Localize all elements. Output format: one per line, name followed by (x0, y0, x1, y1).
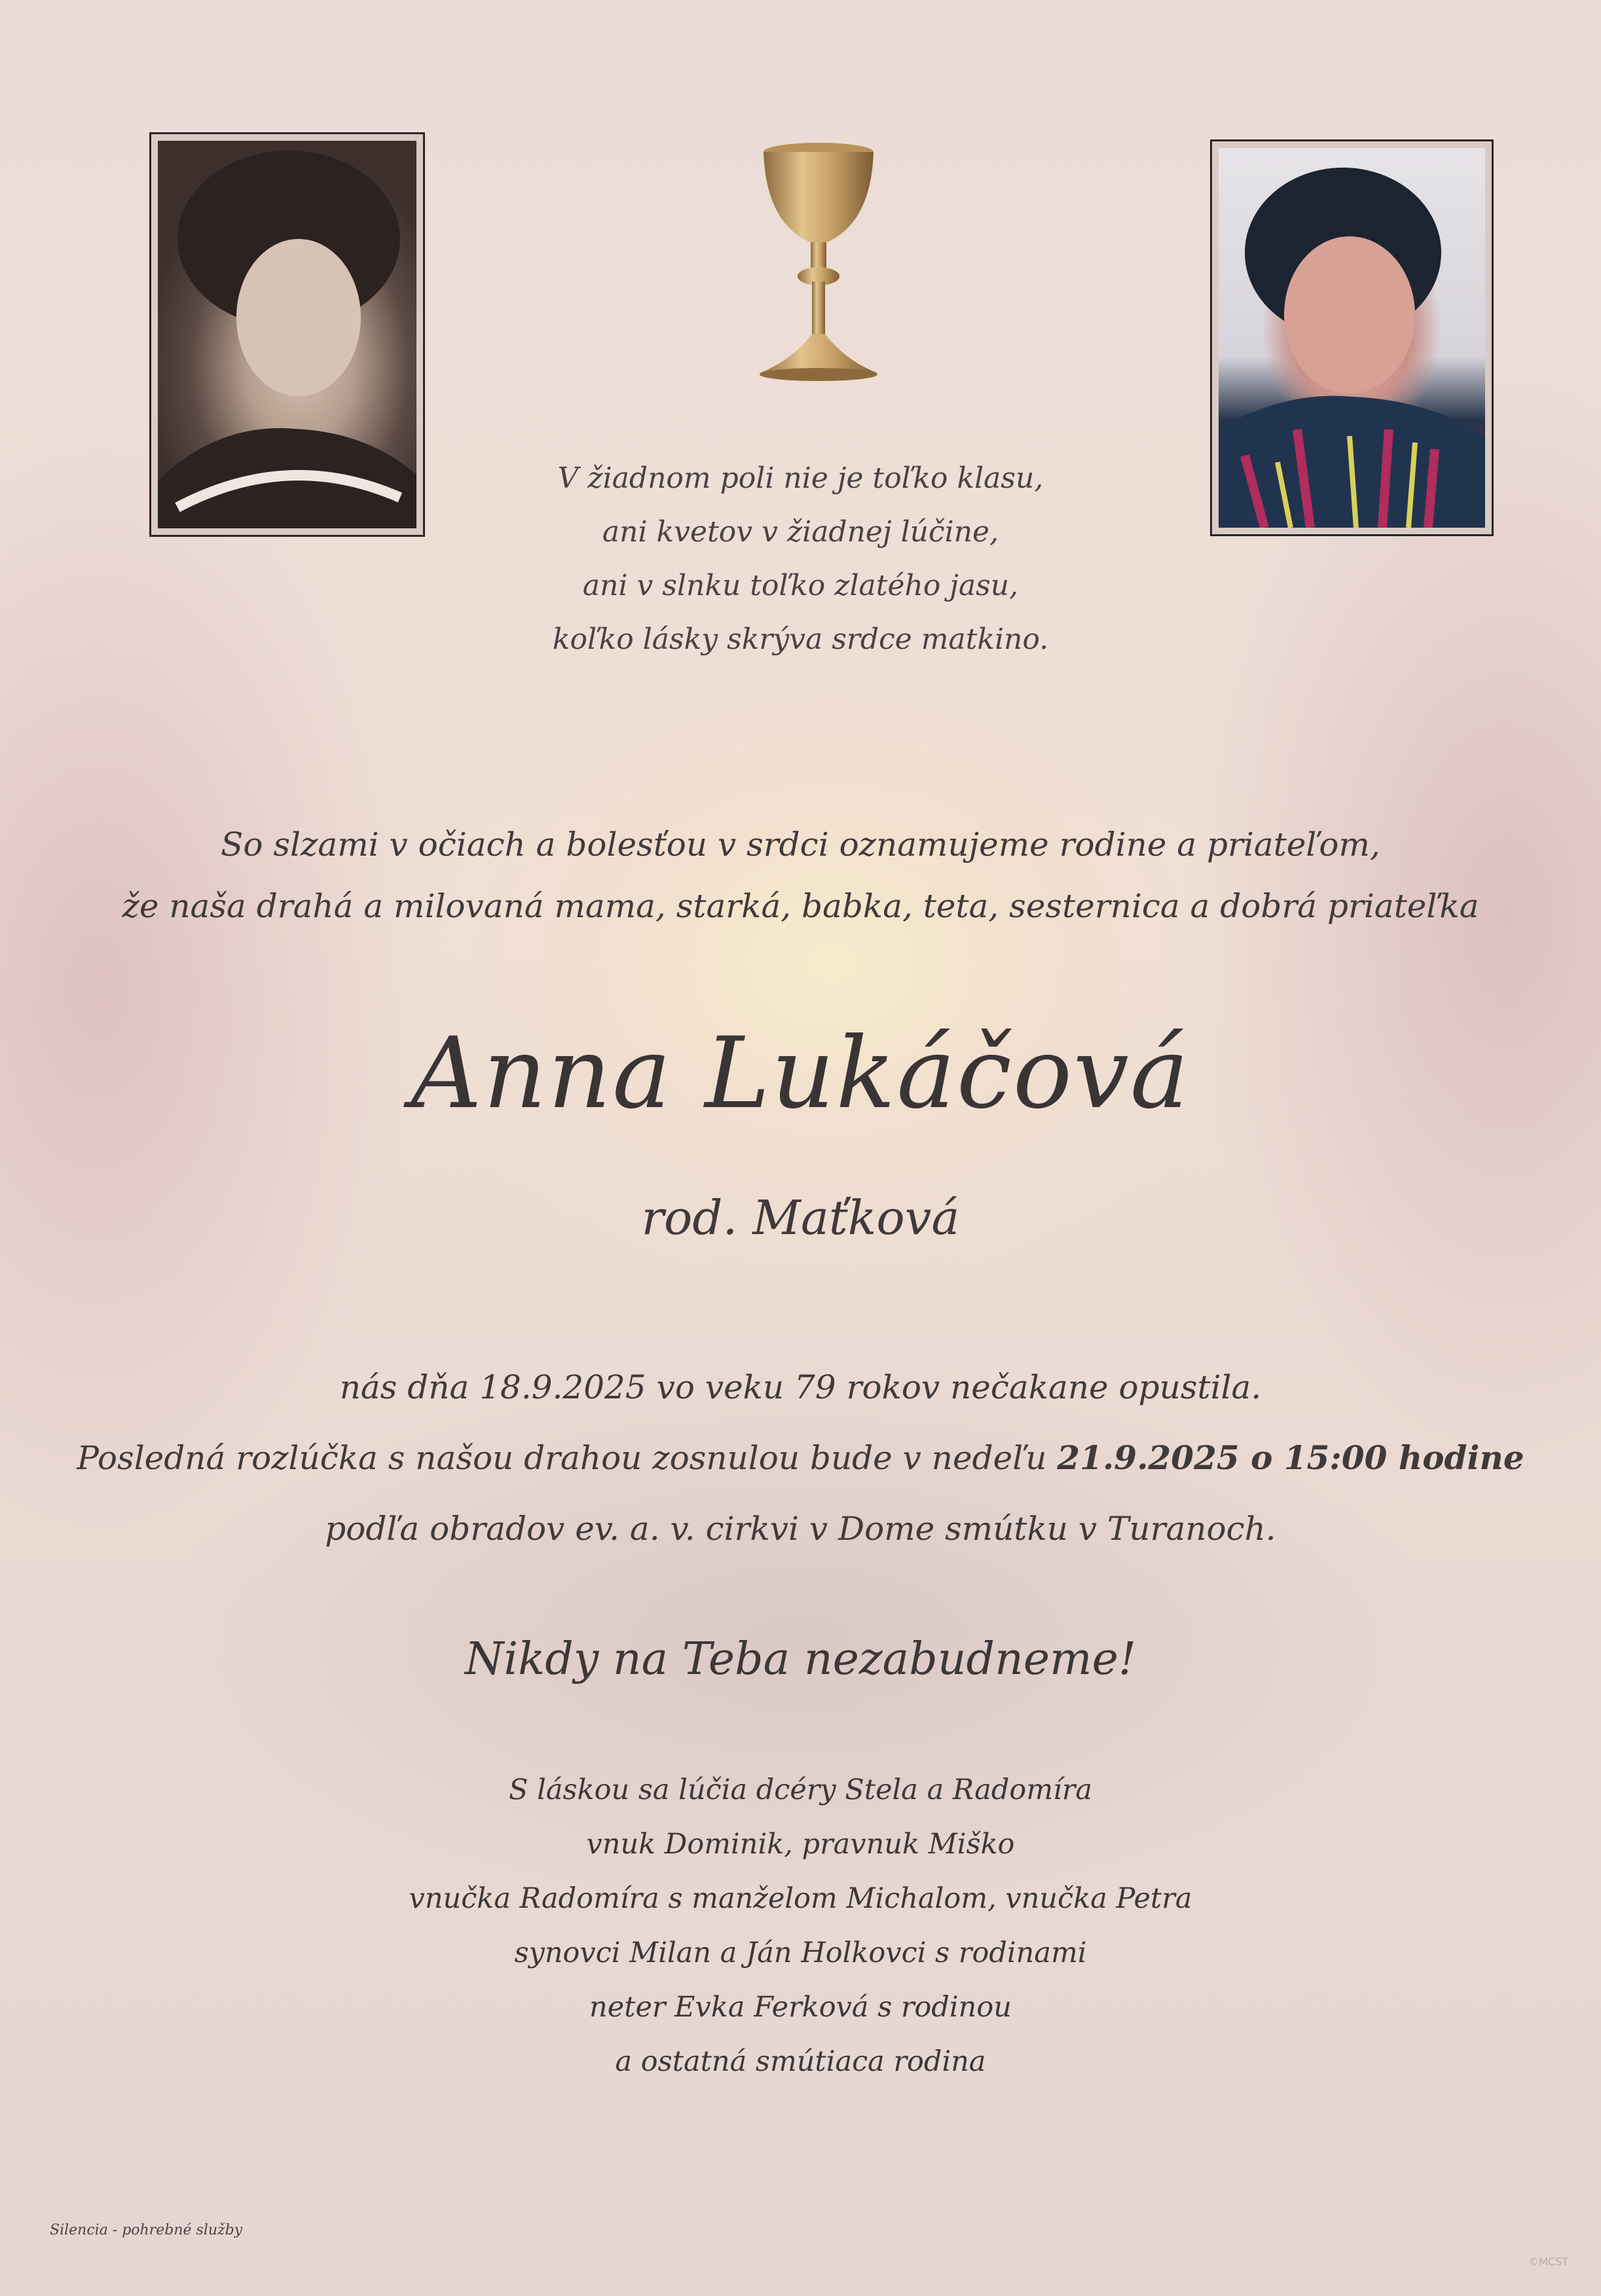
mourners-line: synovci Milan a Ján Holkovci s rodinami (514, 1937, 1087, 1969)
intro-line: že naša drahá a milovaná mama, starká, babka, teta, sesternica a dobrá priateľka (122, 887, 1479, 925)
announcement-intro (0, 814, 1601, 937)
details-line-2-prefix: Posledná rozlúčka s našou drahou zosnulou bude v nedeľu (77, 1439, 1058, 1477)
funeral-date-time: 21.9.2025 o 15:00 hodine (1057, 1438, 1524, 1477)
chalice-icon (753, 137, 884, 386)
deceased-name: Anna Lukáčová (411, 1017, 1190, 1131)
funeral-details (0, 1352, 1601, 1564)
maiden-name: rod. Maťková (641, 1190, 960, 1245)
poem-line: V žiadnom poli nie je toľko klasu, (557, 462, 1044, 495)
poem-line: ani kvetov v žiadnej lúčine, (602, 515, 999, 549)
details-line-2 (0, 1423, 1601, 1493)
watermark: ©MCST (1528, 2255, 1568, 2268)
details-line-1: nás dňa 18.9.2025 vo veku 79 rokov nečakane opustila. (339, 1368, 1262, 1406)
mourners-line: S láskou sa lúčia dcéry Stela a Radomíra (508, 1774, 1093, 1806)
intro-line: So slzami v očiach a bolesťou v srdci oznamujeme rodine a priateľom, (221, 826, 1380, 864)
mourners-line: neter Evka Ferková s rodinou (589, 1991, 1012, 2024)
poem (0, 452, 1601, 666)
details-line-3: podľa obradov ev. a. v. cirkvi v Dome smútku v Turanoch. (325, 1510, 1276, 1548)
mourners-list (0, 1763, 1601, 2089)
poem-line: ani v slnku toľko zlatého jasu, (582, 569, 1019, 602)
poem-line: koľko lásky skrýva srdce matkino. (552, 623, 1049, 656)
mourners-line: vnučka Radomíra s manželom Michalom, vnučka Petra (409, 1882, 1192, 1915)
closing-line: Nikdy na Teba nezabudneme! (464, 1633, 1137, 1685)
mourners-line: a ostatná smútiaca rodina (615, 2045, 986, 2078)
mourners-line: vnuk Dominik, pravnuk Miško (586, 1828, 1015, 1861)
funeral-service-credit: Silencia - pohrebné služby (50, 2222, 243, 2238)
